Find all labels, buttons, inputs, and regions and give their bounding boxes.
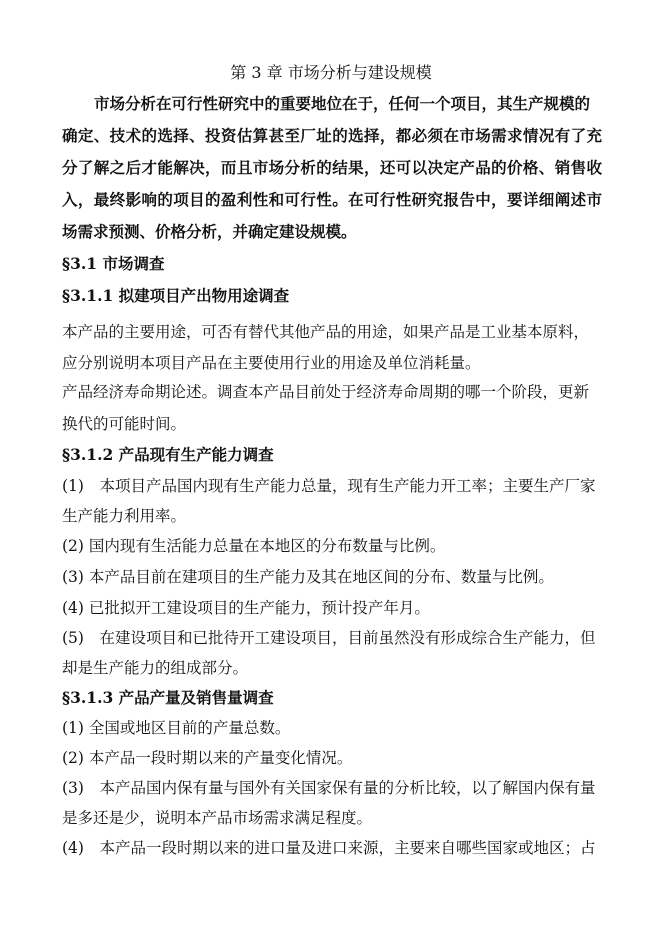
section-heading-3-1-2: §3.1.2 产品现有生产能力调查	[62, 445, 274, 464]
chapter-title: 第 3 章 市场分析与建设规模	[230, 63, 432, 82]
section-heading-3-1: §3.1 市场调查	[62, 254, 165, 273]
output-item-4a: (4) 本产品一段时期以来的进口量及进口来源，主要来自哪些国家或地区；占	[62, 839, 596, 857]
use-line-1: 本产品的主要用途，可否有替代其他产品的用途，如果产品是工业基本原料，	[62, 323, 590, 341]
intro-line-5: 场需求预测、价格分析，并确定建设规模。	[62, 222, 357, 241]
intro-line-3: 分了解之后才能解决，而且市场分析的结果，还可以决定产品的价格、销售收	[62, 158, 602, 177]
capacity-item-1b: 生产能力利用率。	[62, 507, 187, 525]
use-line-2: 应分别说明本项目产品在主要使用行业的用途及单位消耗量。	[62, 354, 481, 372]
intro-line-4: 入，最终影响的项目的盈利性和可行性。在可行性研究报告中，要详细阐述市	[62, 190, 602, 209]
intro-line-1: 市场分析在可行性研究中的重要地位在于，任何一个项目，其生产规模的	[94, 94, 591, 113]
output-item-1: (1) 全国或地区目前的产量总数。	[62, 719, 291, 737]
capacity-item-3: (3) 本产品目前在建项目的生产能力及其在地区间的分布、数量与比例。	[62, 568, 554, 586]
intro-line-2: 确定、技术的选择、投资估算甚至厂址的选择，都必须在市场需求情况有了充	[62, 126, 602, 145]
output-item-3a: (3) 本产品国内保有量与国外有关国家保有量的分析比较，以了解国内保有量	[62, 779, 596, 797]
output-item-3b: 是多还是少，说明本产品市场需求满足程度。	[62, 809, 373, 827]
capacity-item-1a: (1) 本项目产品国内现有生产能力总量，现有生产能力开工率；主要生产厂家	[62, 477, 596, 495]
life-line-1: 产品经济寿命期论述。调查本产品目前处于经济寿命周期的哪一个阶段，更新	[62, 383, 590, 401]
capacity-item-4: (4) 已批拟开工建设项目的生产能力，预计投产年月。	[62, 599, 430, 617]
capacity-item-5b: 却是生产能力的组成部分。	[62, 659, 249, 677]
capacity-item-5a: (5) 在建设项目和已批待开工建设项目，目前虽然没有形成综合生产能力，但	[62, 629, 596, 647]
life-line-2: 换代的可能时间。	[62, 415, 187, 433]
section-heading-3-1-3: §3.1.3 产品产量及销售量调查	[62, 688, 274, 707]
capacity-item-2: (2) 国内现有生活能力总量在本地区的分布数量与比例。	[62, 537, 446, 555]
section-heading-3-1-1: §3.1.1 拟建项目产出物用途调查	[62, 286, 290, 305]
output-item-2: (2) 本产品一段时期以来的产量变化情况。	[62, 749, 353, 767]
